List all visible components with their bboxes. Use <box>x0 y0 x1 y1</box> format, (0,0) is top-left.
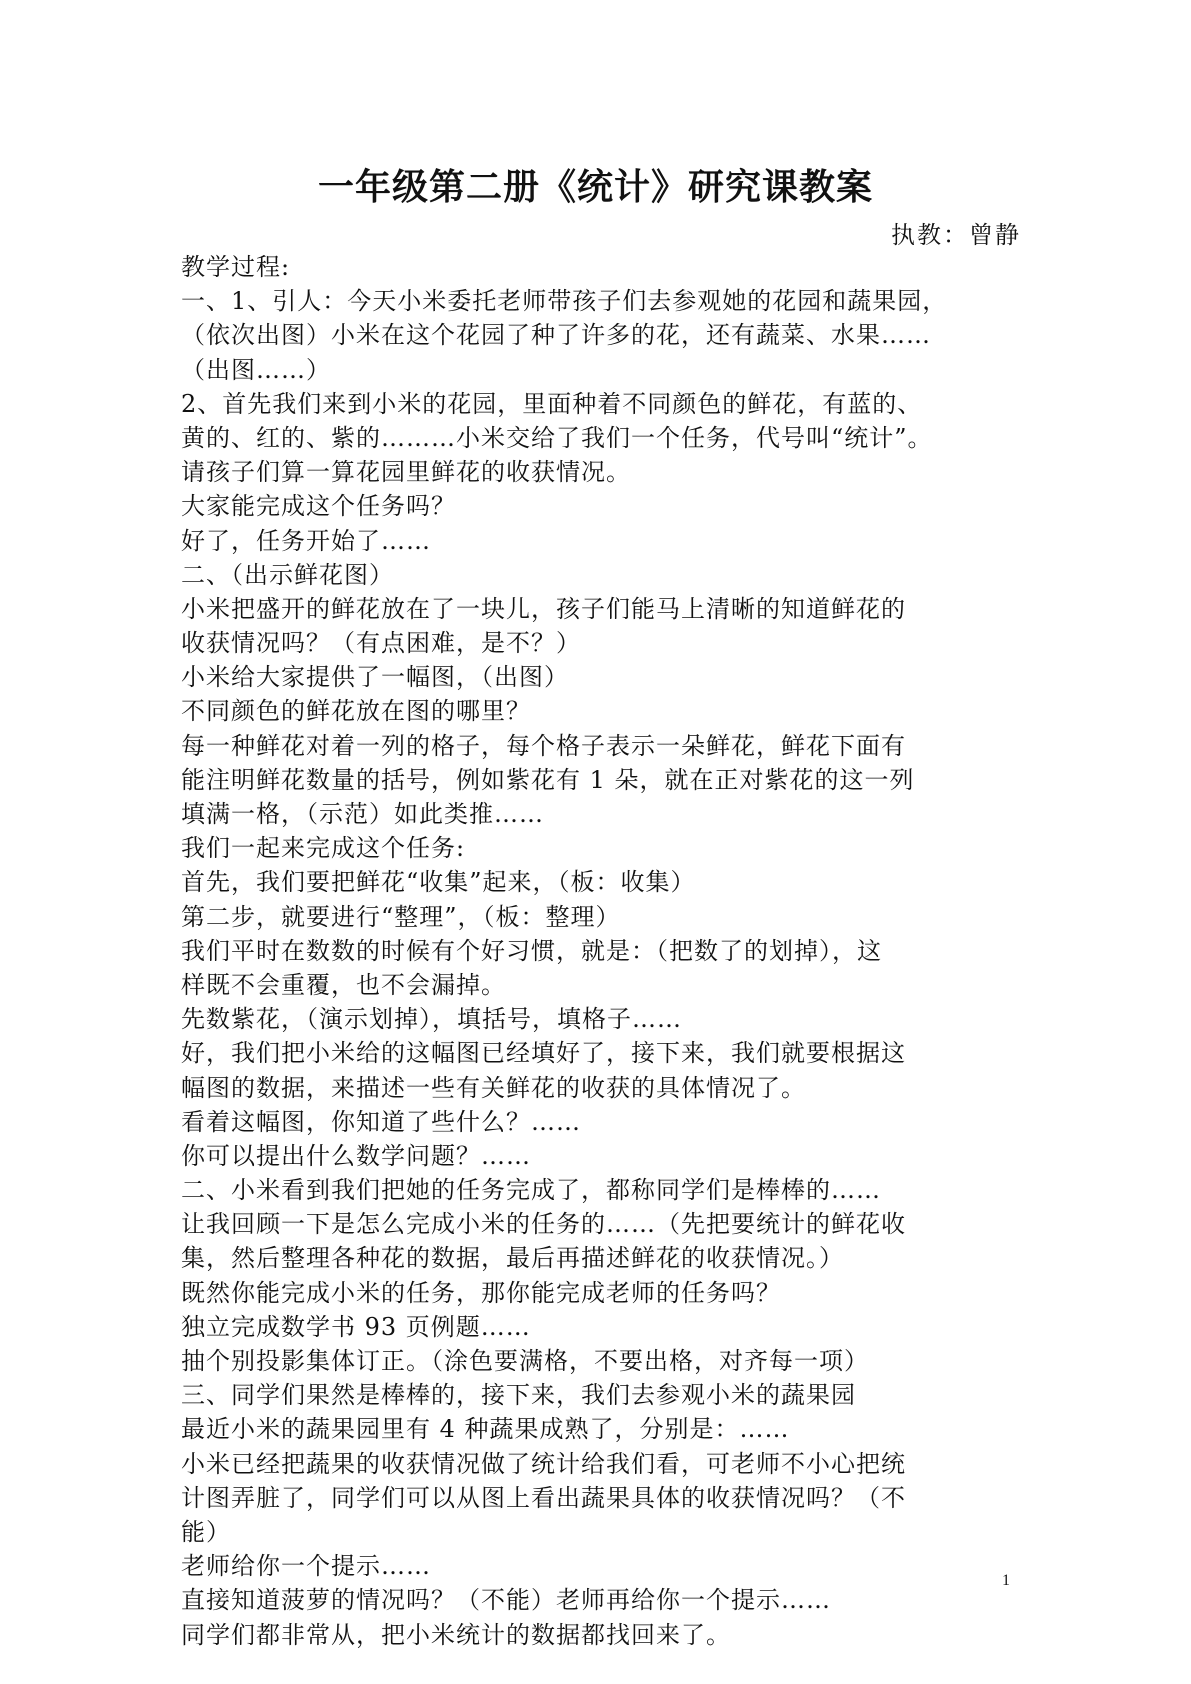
text-line: 既然你能完成小米的任务，那你能完成老师的任务吗？ <box>181 1278 781 1307</box>
page-number: 1 <box>1002 1572 1010 1589</box>
text-line: 一、1、引人：今天小米委托老师带孩子们去参观她的花园和蔬果园， <box>181 287 948 316</box>
lesson-body <box>181 250 1031 1652</box>
text-line: 填满一格，（示范）如此类推…… <box>181 800 544 828</box>
text-line: （出图……） <box>181 355 331 384</box>
author-line: 执教：曾静 <box>891 221 1021 249</box>
text-line: 幅图的数据，来描述一些有关鲜花的收获的具体情况了。 <box>181 1073 806 1102</box>
document-title: 一年级第二册《统计》研究课教案 <box>317 167 873 208</box>
text-line: 小米已经把蔬果的收获情况做了统计给我们看，可老师不小心把统 <box>181 1449 906 1478</box>
text-line: 先数紫花，（演示划掉），填括号，填格子…… <box>181 1005 682 1034</box>
text-line: 第二步，就要进行“整理”，（板：整理） <box>181 902 621 931</box>
text-line: 大家能完成这个任务吗？ <box>181 492 456 521</box>
text-line: 最近小米的蔬果园里有 4 种蔬果成熟了，分别是：…… <box>181 1415 790 1444</box>
text-line: 看着这幅图，你知道了些什么？…… <box>181 1107 581 1136</box>
text-line: 首先，我们要把鲜花“收集”起来，（板：收集） <box>181 868 696 897</box>
text-line: 小米给大家提供了一幅图，（出图） <box>181 663 569 692</box>
text-line: 老师给你一个提示…… <box>181 1552 431 1581</box>
text-line: 集，然后整理各种花的数据，最后再描述鲜花的收获情况。） <box>181 1244 844 1273</box>
text-line: 三、同学们果然是棒棒的，接下来，我们去参观小米的蔬果园 <box>181 1381 856 1410</box>
text-line: 黄的、红的、紫的………小米交给了我们一个任务，代号叫“统计”。 <box>181 423 933 452</box>
text-line: 能） <box>181 1517 231 1546</box>
text-line: （依次出图）小米在这个花园了种了许多的花，还有蔬菜、水果…… <box>181 321 931 350</box>
text-line: 好了，任务开始了…… <box>181 526 431 555</box>
text-line: 请孩子们算一算花园里鲜花的收获情况。 <box>181 458 631 487</box>
text-line: 让我回顾一下是怎么完成小米的任务的……（先把要统计的鲜花收 <box>181 1210 906 1239</box>
text-line: 二、（出示鲜花图） <box>181 560 394 589</box>
text-line: 能注明鲜花数量的括号，例如紫花有 1 朵，就在正对紫花的这一列 <box>181 765 915 794</box>
text-line: 样既不会重覆，也不会漏掉。 <box>181 970 506 999</box>
text-line: 计图弄脏了，同学们可以从图上看出蔬果具体的收获情况吗？（不 <box>181 1483 906 1512</box>
text-line: 收获情况吗？（有点困难，是不？） <box>181 629 581 658</box>
text-line: 好，我们把小米给的这幅图已经填好了，接下来，我们就要根据这 <box>181 1039 906 1068</box>
text-line: 我们一起来完成这个任务: <box>181 834 466 863</box>
text-line: 同学们都非常从，把小米统计的数据都找回来了。 <box>181 1620 731 1649</box>
text-line: 抽个别投影集体订正。（涂色要满格，不要出格，对齐每一项） <box>181 1347 869 1375</box>
text-line: 小米把盛开的鲜花放在了一块儿，孩子们能马上清晰的知道鲜花的 <box>181 594 906 623</box>
text-line: 我们平时在数数的时候有个好习惯，就是：（把数了的划掉），这 <box>181 936 882 965</box>
text-line: 教学过程: <box>181 253 291 281</box>
text-line: 每一种鲜花对着一列的格子，每个格子表示一朵鲜花，鲜花下面有 <box>181 731 906 760</box>
text-line: 2、首先我们来到小米的花园，里面种着不同颜色的鲜花，有蓝的、 <box>181 389 923 418</box>
text-line: 不同颜色的鲜花放在图的哪里？ <box>181 697 531 726</box>
text-line: 二、小米看到我们把她的任务完成了，都称同学们是棒棒的…… <box>181 1176 881 1205</box>
text-line: 你可以提出什么数学问题？…… <box>181 1141 531 1170</box>
text-line: 独立完成数学书 93 页例题…… <box>181 1312 531 1341</box>
text-line: 直接知道菠萝的情况吗？（不能）老师再给你一个提示…… <box>181 1586 831 1615</box>
